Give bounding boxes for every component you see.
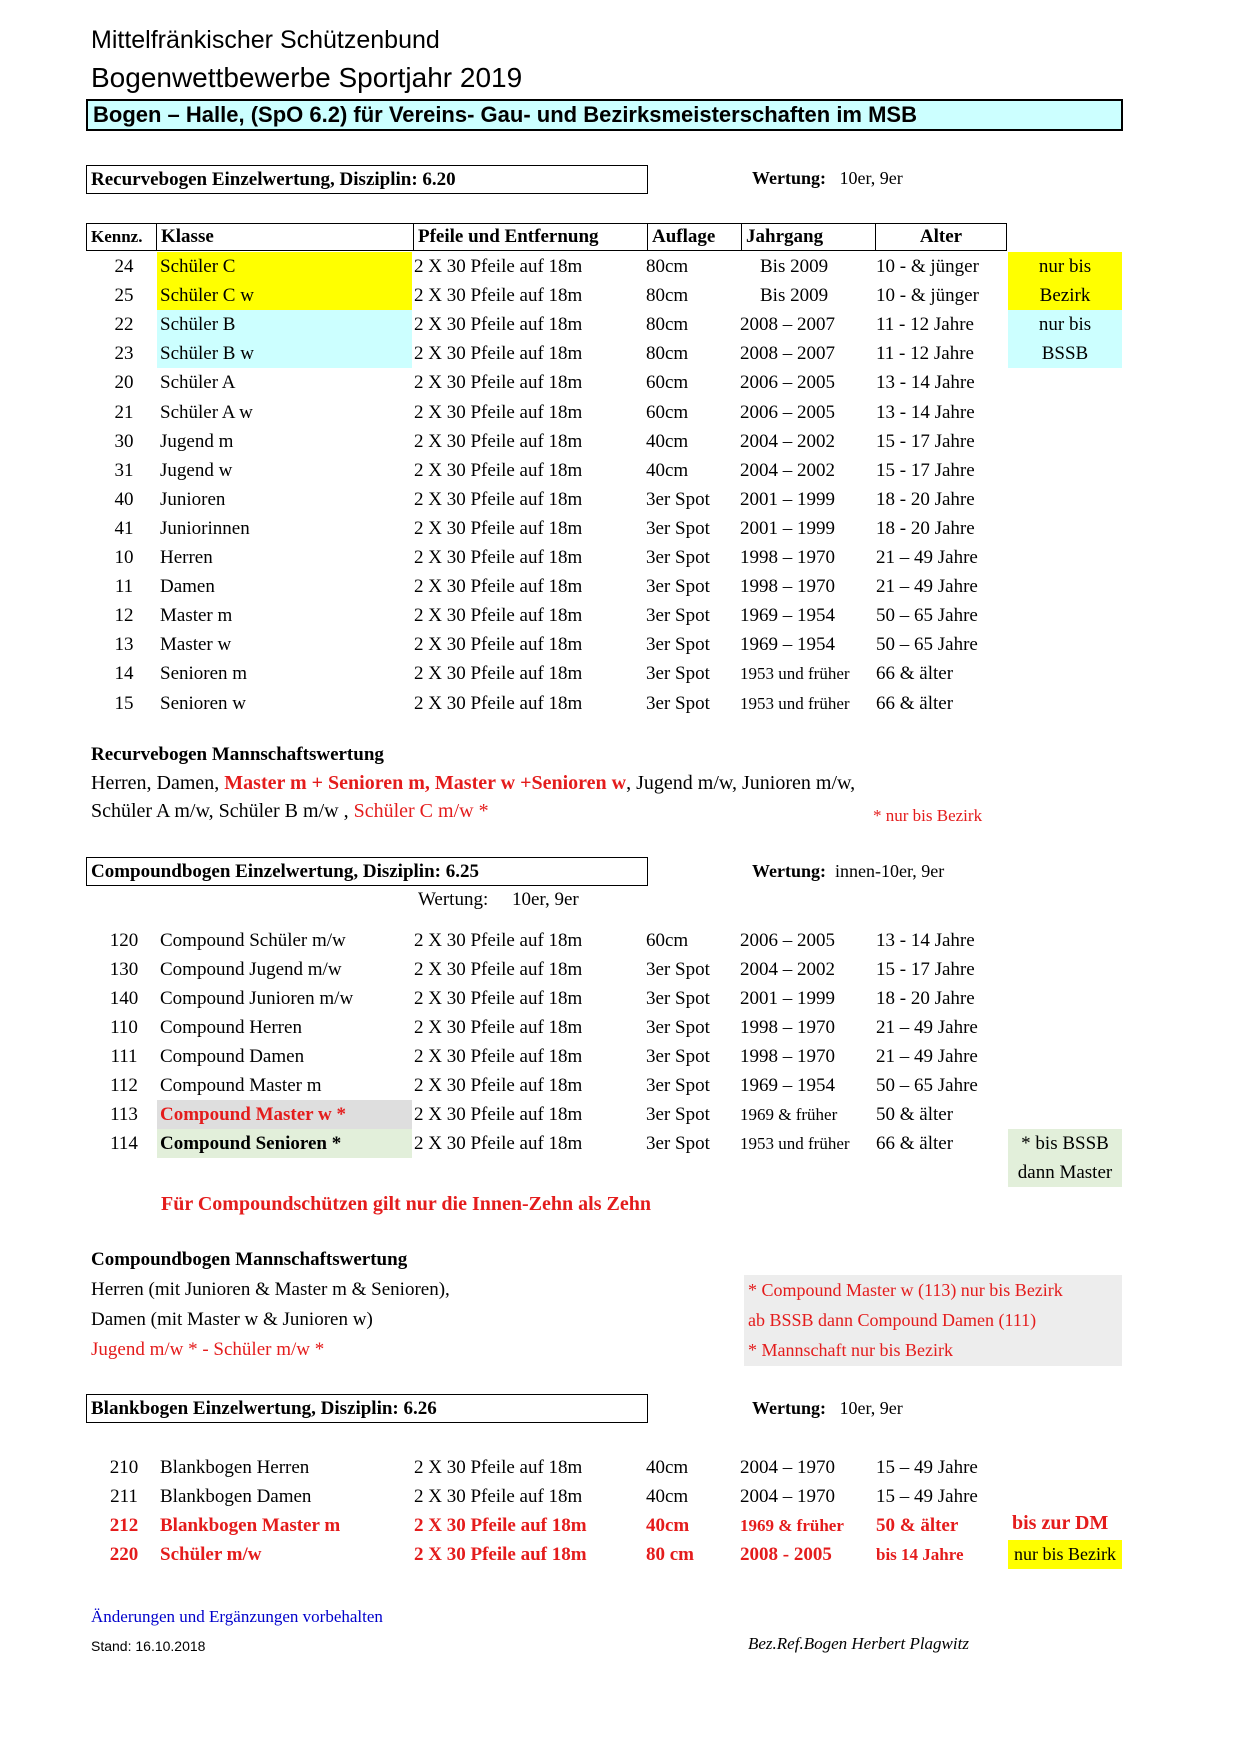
note-line: BSSB — [1041, 343, 1089, 364]
cell-klasse: Juniorinnen — [160, 517, 250, 539]
recurve-team-line2 — [91, 800, 489, 823]
table-row — [0, 368, 1240, 397]
team-text: Herren, Damen, — [91, 772, 225, 794]
cell-klasse: Blankbogen Master m — [160, 1515, 341, 1536]
cell-kennz: 15 — [114, 692, 134, 714]
cell-pfeile: 2 X 30 Pfeile auf 18m — [414, 314, 583, 336]
table-row — [0, 955, 1240, 984]
cell-jahrgang: 2004 – 2002 — [740, 430, 835, 452]
team-text-red: Schüler C m/w * — [353, 800, 489, 822]
compound-sub-wertung-value: 10er, 9er — [511, 889, 579, 910]
signature: Bez.Ref.Bogen Herbert Plagwitz — [748, 1634, 969, 1653]
cell-jahrgang: 2004 – 1970 — [740, 1486, 835, 1507]
cell-auflage: 40cm — [646, 1486, 689, 1507]
cell-kennz: 110 — [110, 1017, 138, 1038]
cell-alter: 21 – 49 Jahre — [876, 547, 978, 568]
cell-kennz: 31 — [114, 459, 134, 481]
cell-auflage: 3er Spot — [646, 1017, 710, 1038]
cell-jahrgang: 2004 – 1970 — [740, 1457, 835, 1478]
cell-kennz: 113 — [110, 1104, 138, 1125]
cell-jahrgang: 1998 – 1970 — [740, 576, 835, 598]
cell-alter: 21 – 49 Jahre — [876, 576, 978, 598]
cell-auflage: 3er Spot — [646, 1046, 710, 1067]
cell-klasse: Schüler B w — [157, 339, 412, 368]
compound-sub-wertung-label: Wertung: — [418, 889, 489, 910]
table-row — [0, 543, 1240, 572]
cell-jahrgang: Bis 2009 — [760, 285, 829, 307]
recurve-wertung-label: Wertung: — [752, 168, 826, 188]
cell-pfeile: 2 X 30 Pfeile auf 18m — [414, 343, 583, 365]
cell-auflage: 80cm — [646, 314, 689, 336]
col-kennz: Kennz. — [86, 223, 157, 251]
cell-pfeile: 2 X 30 Pfeile auf 18m — [414, 605, 583, 627]
cell-alter: 66 & älter — [876, 1133, 954, 1154]
cell-pfeile: 2 X 30 Pfeile auf 18m — [414, 1046, 583, 1067]
cell-alter: 15 – 49 Jahre — [876, 1486, 978, 1507]
note-line: nur bis — [1038, 256, 1092, 277]
cell-auflage: 40cm — [646, 1457, 689, 1478]
cell-alter: 50 – 65 Jahre — [876, 634, 978, 656]
cell-auflage: 3er Spot — [646, 576, 710, 598]
cell-jahrgang: 1953 und früher — [740, 664, 850, 684]
cell-alter: 50 & älter — [876, 1515, 959, 1536]
cell-pfeile: 2 X 30 Pfeile auf 18m — [414, 959, 583, 980]
stand-date: Stand: 16.10.2018 — [91, 1638, 206, 1654]
cell-klasse: Compound Damen — [160, 1046, 305, 1067]
cell-kennz: 220 — [109, 1544, 139, 1565]
cell-auflage: 3er Spot — [646, 1104, 710, 1125]
cell-alter: 10 - & jünger — [876, 285, 979, 307]
compound-section-title: Compoundbogen Einzelwertung, Disziplin: 6.25 — [86, 857, 648, 886]
title-banner: Bogen – Halle, (SpO 6.2) für Vereins- Gau- und Bezirksmeisterschaften im MSB — [86, 99, 1123, 131]
col-pfeile: Pfeile und Entfernung — [413, 223, 648, 251]
cell-kennz: 140 — [109, 988, 139, 1009]
recurve-team-note: * nur bis Bezirk — [873, 806, 983, 825]
col-klasse: Klasse — [156, 223, 414, 251]
cell-klasse: Compound Jugend m/w — [160, 959, 342, 980]
col-auflage: Auflage — [647, 223, 742, 251]
cell-klasse: Jugend w — [160, 459, 233, 481]
cell-pfeile: 2 X 30 Pfeile auf 18m — [414, 930, 583, 951]
cell-jahrgang: 1969 – 1954 — [740, 1075, 835, 1096]
cell-jahrgang: 1998 – 1970 — [740, 547, 835, 568]
cell-alter: 15 – 49 Jahre — [876, 1457, 978, 1478]
cell-kennz: 24 — [114, 256, 134, 277]
cell-jahrgang: 2004 – 2002 — [740, 459, 835, 481]
note-line: * bis BSSB — [1021, 1133, 1109, 1154]
note-nur-bis-bezirk-blank: nur bis Bezirk — [1008, 1540, 1122, 1569]
table-row — [0, 630, 1240, 659]
cell-klasse: Compound Herren — [160, 1017, 302, 1038]
org-name: Mittelfränkischer Schützenbund — [91, 26, 440, 54]
cell-jahrgang: 1969 – 1954 — [740, 605, 835, 627]
cell-pfeile: 2 X 30 Pfeile auf 18m — [414, 517, 583, 539]
cell-jahrgang: 2001 – 1999 — [740, 988, 835, 1009]
table-row — [0, 689, 1240, 718]
cell-jahrgang: 2008 – 2007 — [740, 314, 835, 336]
cell-pfeile: 2 X 30 Pfeile auf 18m — [414, 488, 583, 510]
cell-klasse: Compound Master w * — [160, 1104, 346, 1125]
note-nur-bis-bezirk — [1008, 252, 1122, 310]
blank-wertung-label: Wertung: — [752, 1398, 826, 1418]
cell-klasse: Schüler C — [157, 252, 412, 281]
cell-alter: 50 – 65 Jahre — [876, 605, 978, 627]
cell-auflage: 40cm — [646, 430, 689, 452]
table-row — [0, 1042, 1240, 1071]
cell-kennz: 212 — [109, 1515, 139, 1536]
compound-grey-notes — [744, 1275, 1122, 1366]
cell-jahrgang: 2008 - 2005 — [740, 1544, 832, 1565]
cell-jahrgang: 2004 – 2002 — [740, 959, 835, 980]
cell-alter: 18 - 20 Jahre — [876, 517, 975, 539]
cell-alter: 66 & älter — [876, 663, 954, 685]
cell-klasse: Compound Schüler m/w — [160, 930, 346, 951]
cell-klasse: Compound Junioren m/w — [160, 988, 354, 1009]
cell-auflage: 3er Spot — [646, 517, 710, 539]
cell-jahrgang: 2001 – 1999 — [740, 517, 835, 539]
cell-kennz: 25 — [114, 285, 134, 307]
note-bis-zur-dm: bis zur DM — [1012, 1512, 1109, 1534]
cell-auflage: 3er Spot — [646, 1075, 710, 1096]
cell-jahrgang: 2006 – 2005 — [740, 372, 835, 394]
cell-auflage: 80 cm — [646, 1544, 695, 1565]
cell-jahrgang: 1969 & früher — [740, 1105, 838, 1124]
cell-alter: 50 & älter — [876, 1104, 954, 1125]
cell-kennz: 10 — [114, 547, 134, 568]
recurve-team-line1 — [91, 772, 855, 795]
cell-auflage: 80cm — [646, 256, 689, 277]
cell-alter: 18 - 20 Jahre — [876, 488, 975, 510]
col-alter: Alter — [875, 223, 1007, 251]
compound-wertung — [752, 861, 944, 882]
cell-pfeile: 2 X 30 Pfeile auf 18m — [414, 285, 583, 307]
cell-kennz: 14 — [114, 663, 134, 685]
cell-klasse: Senioren w — [160, 692, 247, 714]
cell-klasse: Damen — [160, 576, 215, 598]
cell-pfeile: 2 X 30 Pfeile auf 18m — [414, 430, 583, 452]
table-row — [0, 1482, 1240, 1511]
team-text-red: Master m + Senioren m, Master w +Senioren w — [224, 772, 627, 794]
table-row — [0, 427, 1240, 456]
inner-ten-note: Für Compoundschützen gilt nur die Innen-Zehn als Zehn — [161, 1193, 651, 1215]
cell-alter: 21 – 49 Jahre — [876, 1046, 978, 1067]
compound-team-red-line: Jugend m/w * - Schüler m/w * — [91, 1339, 325, 1360]
note-nur-bis-bssb — [1008, 310, 1122, 368]
table-row — [0, 1453, 1240, 1482]
table-row — [0, 398, 1240, 427]
cell-auflage: 3er Spot — [646, 959, 710, 980]
team-text: Schüler A m/w, Schüler B m/w , — [91, 800, 354, 822]
recurve-team-title: Recurvebogen Mannschaftswertung — [91, 744, 384, 765]
cell-alter: bis 14 Jahre — [876, 1545, 964, 1564]
cell-alter: 21 – 49 Jahre — [876, 1017, 978, 1038]
cell-pfeile: 2 X 30 Pfeile auf 18m — [414, 634, 583, 656]
note-bis-bssb-dann-master — [1008, 1129, 1122, 1187]
page-title: Bogenwettbewerbe Sportjahr 2019 — [91, 62, 523, 93]
cell-pfeile: 2 X 30 Pfeile auf 18m — [414, 692, 583, 714]
cell-pfeile: 2 X 30 Pfeile auf 18m — [414, 988, 583, 1009]
recurve-wertung — [752, 168, 903, 189]
compound-team-line: Herren (mit Junioren & Master m & Senioren), — [91, 1279, 450, 1300]
team-text: , Jugend m/w, Junioren m/w, — [626, 772, 856, 794]
cell-pfeile: 2 X 30 Pfeile auf 18m — [414, 1457, 583, 1478]
cell-jahrgang: Bis 2009 — [760, 256, 829, 277]
cell-pfeile: 2 X 30 Pfeile auf 18m — [414, 1075, 583, 1096]
cell-kennz: 130 — [109, 959, 139, 980]
recurve-section-title: Recurvebogen Einzelwertung, Disziplin: 6.20 — [86, 165, 648, 194]
recurve-wertung-value: 10er, 9er — [839, 168, 903, 188]
cell-jahrgang: 2006 – 2005 — [740, 401, 835, 423]
cell-pfeile: 2 X 30 Pfeile auf 18m — [414, 663, 583, 685]
grey-note-line: ab BSSB dann Compound Damen (111) — [748, 1310, 1037, 1330]
grey-note-line: * Compound Master w (113) nur bis Bezirk — [748, 1280, 1063, 1300]
table-row — [0, 514, 1240, 543]
compound-team-title: Compoundbogen Mannschaftswertung — [91, 1249, 408, 1270]
cell-auflage: 60cm — [646, 372, 689, 394]
cell-alter: 13 - 14 Jahre — [876, 401, 975, 423]
cell-auflage: 80cm — [646, 343, 689, 365]
cell-jahrgang: 2006 – 2005 — [740, 930, 835, 951]
table-row — [0, 1071, 1240, 1100]
changes-note: Änderungen und Ergänzungen vorbehalten — [91, 1607, 383, 1626]
compound-sub-wertung — [418, 889, 579, 911]
blank-wertung-value: 10er, 9er — [839, 1398, 903, 1418]
cell-pfeile: 2 X 30 Pfeile auf 18m — [414, 1017, 583, 1038]
compound-wertung-value: innen-10er, 9er — [835, 861, 945, 881]
cell-pfeile: 2 X 30 Pfeile auf 18m — [414, 576, 583, 598]
table-row — [0, 572, 1240, 601]
cell-kennz: 20 — [114, 372, 134, 394]
cell-klasse: Schüler B — [157, 310, 412, 339]
cell-pfeile: 2 X 30 Pfeile auf 18m — [414, 1133, 583, 1154]
cell-auflage: 60cm — [646, 401, 689, 423]
cell-klasse: Schüler m/w — [160, 1544, 262, 1565]
cell-alter: 10 - & jünger — [876, 256, 979, 277]
cell-kennz: 11 — [114, 576, 134, 598]
cell-klasse: Senioren m — [160, 663, 248, 685]
cell-kennz: 13 — [114, 634, 134, 656]
cell-auflage: 80cm — [646, 285, 689, 307]
cell-klasse: Blankbogen Herren — [160, 1457, 310, 1478]
cell-auflage: 3er Spot — [646, 547, 710, 568]
cell-klasse: Junioren — [160, 488, 226, 510]
cell-alter: 15 - 17 Jahre — [876, 430, 975, 452]
cell-pfeile: 2 X 30 Pfeile auf 18m — [414, 459, 583, 481]
cell-auflage: 3er Spot — [646, 692, 710, 714]
cell-kennz: 210 — [109, 1457, 139, 1478]
cell-alter: 18 - 20 Jahre — [876, 988, 975, 1009]
cell-kennz: 22 — [114, 314, 134, 336]
cell-pfeile: 2 X 30 Pfeile auf 18m — [414, 256, 583, 277]
col-jahrgang: Jahrgang — [741, 223, 876, 251]
cell-auflage: 3er Spot — [646, 488, 710, 510]
table-row — [0, 1100, 1240, 1129]
cell-klasse: Compound Master m — [160, 1075, 322, 1096]
cell-kennz: 23 — [114, 343, 134, 365]
cell-alter: 13 - 14 Jahre — [876, 930, 975, 951]
cell-jahrgang: 1969 & früher — [740, 1516, 844, 1535]
compound-wertung-label: Wertung: — [752, 861, 826, 881]
cell-alter: 15 - 17 Jahre — [876, 459, 975, 481]
cell-jahrgang: 1953 und früher — [740, 1134, 850, 1153]
cell-klasse: Schüler C w — [157, 281, 412, 310]
cell-auflage: 3er Spot — [646, 634, 710, 656]
cell-klasse: Master m — [160, 605, 233, 627]
cell-klasse: Herren — [160, 547, 213, 568]
cell-kennz: 30 — [114, 430, 134, 452]
cell-kennz: 114 — [110, 1133, 138, 1154]
cell-jahrgang: 1969 – 1954 — [740, 634, 835, 656]
cell-pfeile: 2 X 30 Pfeile auf 18m — [414, 1104, 583, 1125]
cell-jahrgang: 1953 und früher — [740, 693, 850, 713]
cell-klasse: Compound Senioren * — [160, 1133, 342, 1154]
cell-jahrgang: 2001 – 1999 — [740, 488, 835, 510]
cell-kennz: 21 — [114, 401, 134, 423]
table-row — [0, 601, 1240, 630]
table-row — [0, 456, 1240, 485]
cell-kennz: 40 — [114, 488, 134, 510]
table-row — [0, 1013, 1240, 1042]
cell-pfeile: 2 X 30 Pfeile auf 18m — [414, 1544, 587, 1565]
cell-pfeile: 2 X 30 Pfeile auf 18m — [414, 1515, 587, 1536]
cell-auflage: 3er Spot — [646, 988, 710, 1009]
cell-pfeile: 2 X 30 Pfeile auf 18m — [414, 547, 583, 568]
cell-kennz: 12 — [114, 605, 134, 627]
cell-alter: 11 - 12 Jahre — [876, 314, 974, 336]
cell-kennz: 120 — [109, 930, 139, 951]
compound-team-line: Damen (mit Master w & Junioren w) — [91, 1309, 373, 1330]
cell-alter: 11 - 12 Jahre — [876, 343, 974, 365]
cell-auflage: 3er Spot — [646, 1133, 710, 1154]
cell-alter: 66 & älter — [876, 692, 954, 714]
cell-auflage: 40cm — [646, 1515, 690, 1536]
cell-klasse: Schüler A — [160, 372, 236, 394]
cell-klasse: Blankbogen Damen — [160, 1486, 312, 1507]
cell-alter: 13 - 14 Jahre — [876, 372, 975, 394]
cell-auflage: 40cm — [646, 459, 689, 481]
cell-auflage: 3er Spot — [646, 605, 710, 627]
note-line: Bezirk — [1039, 285, 1091, 306]
cell-jahrgang: 1998 – 1970 — [740, 1017, 835, 1038]
cell-jahrgang: 1998 – 1970 — [740, 1046, 835, 1067]
table-row — [0, 984, 1240, 1013]
cell-pfeile: 2 X 30 Pfeile auf 18m — [414, 372, 583, 394]
table-row — [0, 659, 1240, 688]
cell-kennz: 211 — [110, 1486, 138, 1507]
cell-auflage: 60cm — [646, 930, 689, 951]
table-row — [0, 485, 1240, 514]
table-row — [0, 926, 1240, 955]
cell-jahrgang: 2008 – 2007 — [740, 343, 835, 365]
cell-pfeile: 2 X 30 Pfeile auf 18m — [414, 401, 583, 423]
grey-note-line: * Mannschaft nur bis Bezirk — [748, 1340, 953, 1360]
cell-kennz: 112 — [110, 1075, 138, 1096]
blank-wertung — [752, 1398, 903, 1419]
cell-klasse: Jugend m — [160, 430, 234, 452]
cell-alter: 15 - 17 Jahre — [876, 959, 975, 980]
cell-kennz: 111 — [110, 1046, 138, 1067]
note-line: dann Master — [1017, 1162, 1113, 1183]
cell-kennz: 41 — [114, 517, 134, 539]
note-line: nur bis — [1038, 314, 1092, 335]
cell-pfeile: 2 X 30 Pfeile auf 18m — [414, 1486, 583, 1507]
cell-klasse: Schüler A w — [160, 401, 253, 423]
blank-section-title: Blankbogen Einzelwertung, Disziplin: 6.26 — [86, 1394, 648, 1423]
cell-auflage: 3er Spot — [646, 663, 710, 685]
cell-klasse: Master w — [160, 634, 232, 656]
cell-alter: 50 – 65 Jahre — [876, 1075, 978, 1096]
